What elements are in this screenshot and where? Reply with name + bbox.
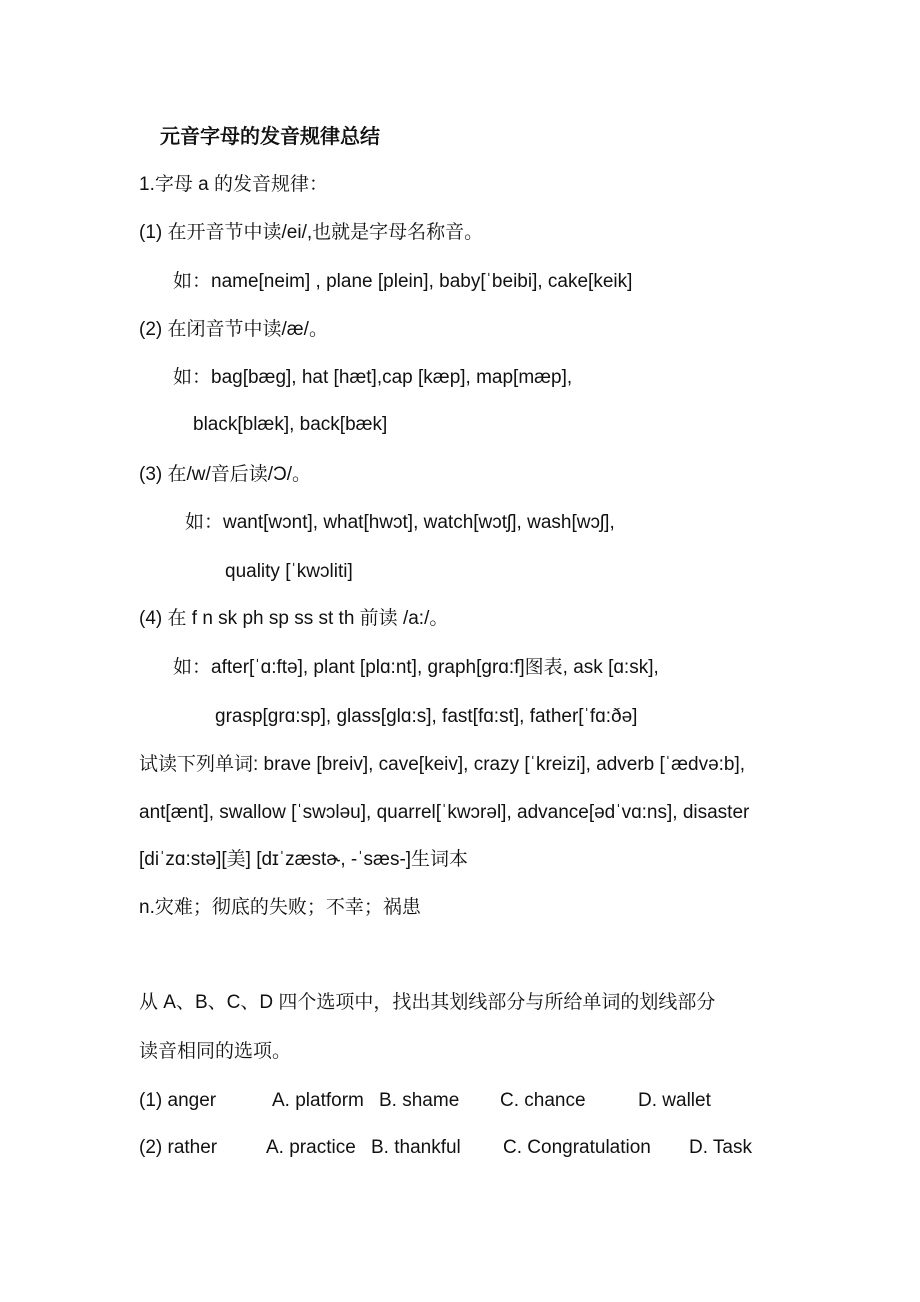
rule-1-example: 如：name[neim] , plane [plein], baby[ˈbeibi], cake[keik] [173,271,633,292]
option-c: C. Congratulation [503,1137,651,1158]
rule-3-example: 如：want[wɔnt], what[hwɔt], watch[wɔtʃ], wash[wɔʃ], [185,512,615,533]
rule-3: (3) 在/w/音后读/Ɔ/。 [139,464,312,485]
rule-2: (2) 在闭音节中读/æ/。 [139,319,328,340]
rule-1: (1) 在开音节中读/ei/,也就是字母名称音。 [139,222,484,243]
rule-4: (4) 在 f n sk ph sp ss st th 前读 /a:/。 [139,608,449,629]
practice-line-4: n.灾难；彻底的失败；不幸；祸患 [139,897,421,918]
option-a: A. practice [266,1137,356,1158]
section-heading: 1.字母 a 的发音规律： [139,174,328,195]
rule-2-example-cont: black[blæk], back[bæk] [193,414,388,435]
page-title: 元音字母的发音规律总结 [160,124,380,148]
rule-2-example: 如：bag[bæɡ], hat [hæt],cap [kæp], map[mæp], [173,367,573,388]
option-b: B. shame [379,1090,460,1111]
question-stem: (2) rather [139,1137,218,1158]
practice-line-2: ant[ænt], swallow [ˈswɔləu], quarrel[ˈkwɔrəl], advance[ədˈvɑ:ns], disaster [139,802,750,823]
exercise-instruction-2: 读音相同的选项。 [139,1041,292,1062]
exercise-instruction-1: 从 A、B、C、D 四个选项中，找出其划线部分与所给单词的划线部分 [139,992,716,1013]
option-d: D. Task [689,1137,753,1158]
practice-line-1: 试读下列单词: brave [breiv], cave[keiv], crazy [ˈkreizi], adverb [ˈædvə:b], [139,754,746,775]
option-c: C. chance [500,1090,586,1111]
rule-4-example: 如：after[ˈɑ:ftə], plant [plɑ:nt], graph[ɡrɑ:f]图表, ask [ɑ:sk], [173,657,659,678]
question-row [139,1087,779,1115]
rule-4-example-cont: grasp[ɡrɑ:sp], glass[ɡlɑ:s], fast[fɑ:st], father[ˈfɑ:ðə] [215,706,638,727]
option-a: A. platform [272,1090,364,1111]
option-b: B. thankful [371,1137,461,1158]
option-d: D. wallet [638,1090,711,1111]
practice-line-3: [diˈzɑ:stə][美] [dɪˈzæstɚ, -ˈsæs-]生词本 [139,849,469,870]
question-stem: (1) anger [139,1090,217,1111]
question-row [139,1134,779,1162]
rule-3-example-cont: quality [ˈkwɔliti] [225,561,353,582]
